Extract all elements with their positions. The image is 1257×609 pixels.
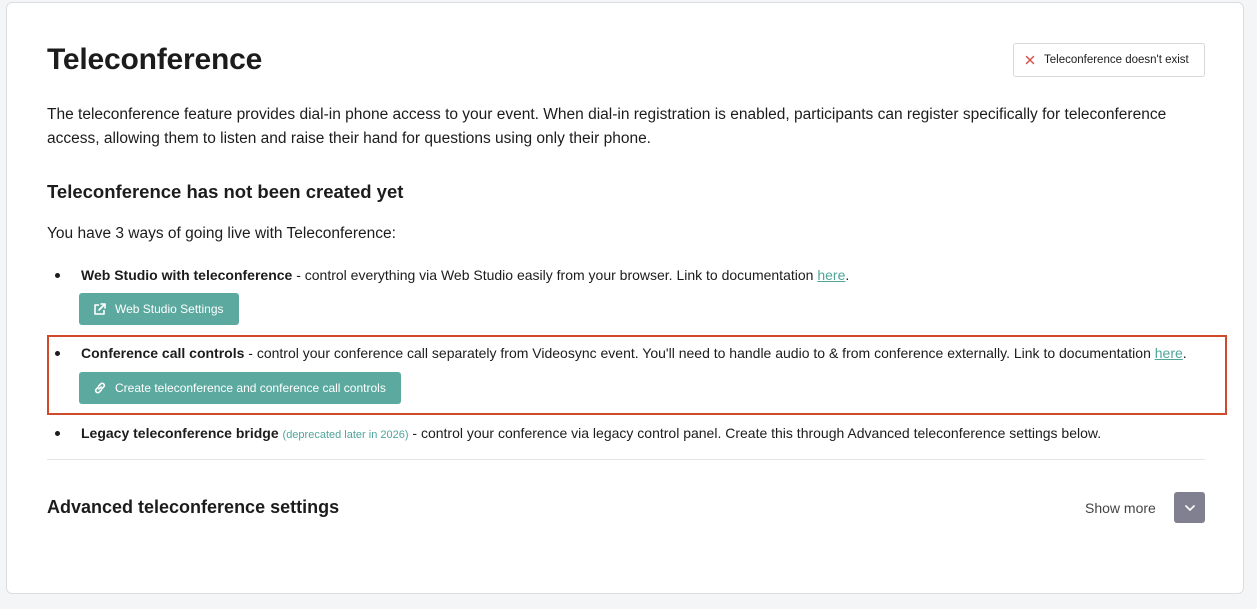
external-link-icon: [93, 302, 107, 316]
ways-text: You have 3 ways of going live with Teleconference:: [47, 225, 396, 242]
show-more-link[interactable]: Show more: [1085, 500, 1156, 516]
chevron-down-icon: [1184, 504, 1196, 512]
button-label: Create teleconference and conference call controls: [115, 381, 386, 395]
divider: [47, 459, 1205, 460]
option-legacy-bridge: [55, 423, 1101, 445]
status-badge-text: Teleconference doesn't exist: [1044, 54, 1189, 66]
bullet: [55, 273, 60, 278]
advanced-settings-title: Advanced teleconference settings: [47, 497, 340, 517]
documentation-link[interactable]: here: [817, 267, 846, 283]
option-web-studio: Web Studio with teleconference - control everything via Web Studio easily from your browser. Link to documentation here.: [55, 265, 849, 285]
bullet: [55, 351, 60, 356]
button-label: Web Studio Settings: [115, 302, 224, 316]
option-title: Legacy teleconference bridge: [81, 425, 279, 441]
deprecated-note: (deprecated later in 2026): [282, 429, 409, 441]
close-icon: [1024, 54, 1036, 66]
option-description: - control your conference call separately from Videosync event. You'll need to handle audio to & from conference externally. Link to documentation: [244, 345, 1155, 361]
create-teleconference-button[interactable]: [79, 372, 401, 404]
teleconference-panel: [6, 2, 1244, 594]
option-description: - control your conference via legacy control panel. Create this through Advanced teleconference settings below.: [408, 425, 1102, 441]
link-icon: [93, 381, 107, 395]
option-title: Web Studio with teleconference: [81, 267, 293, 283]
documentation-link[interactable]: here: [1154, 345, 1183, 361]
option-title: Conference call controls: [81, 345, 245, 361]
expand-advanced-button[interactable]: [1174, 492, 1205, 523]
section-title: Teleconference has not been created yet: [47, 181, 404, 202]
intro-text: The teleconference feature provides dial-in phone access to your event. When dial-in registration is enabled, participants can register specifically for teleconference access, allowing them to listen and raise their hand for questions using only their phone.: [47, 106, 1167, 147]
web-studio-settings-button[interactable]: [79, 293, 239, 325]
page-title: Teleconference: [47, 43, 263, 76]
option-description: - control everything via Web Studio easily from your browser. Link to documentation: [292, 267, 818, 283]
bullet: [55, 431, 60, 436]
status-badge: [1013, 43, 1205, 77]
option-conference-call-controls: Conference call controls - control your conference call separately from Videosync event. You'll need to handle audio to & from conference externally. Link to documentation here.: [55, 343, 1187, 363]
